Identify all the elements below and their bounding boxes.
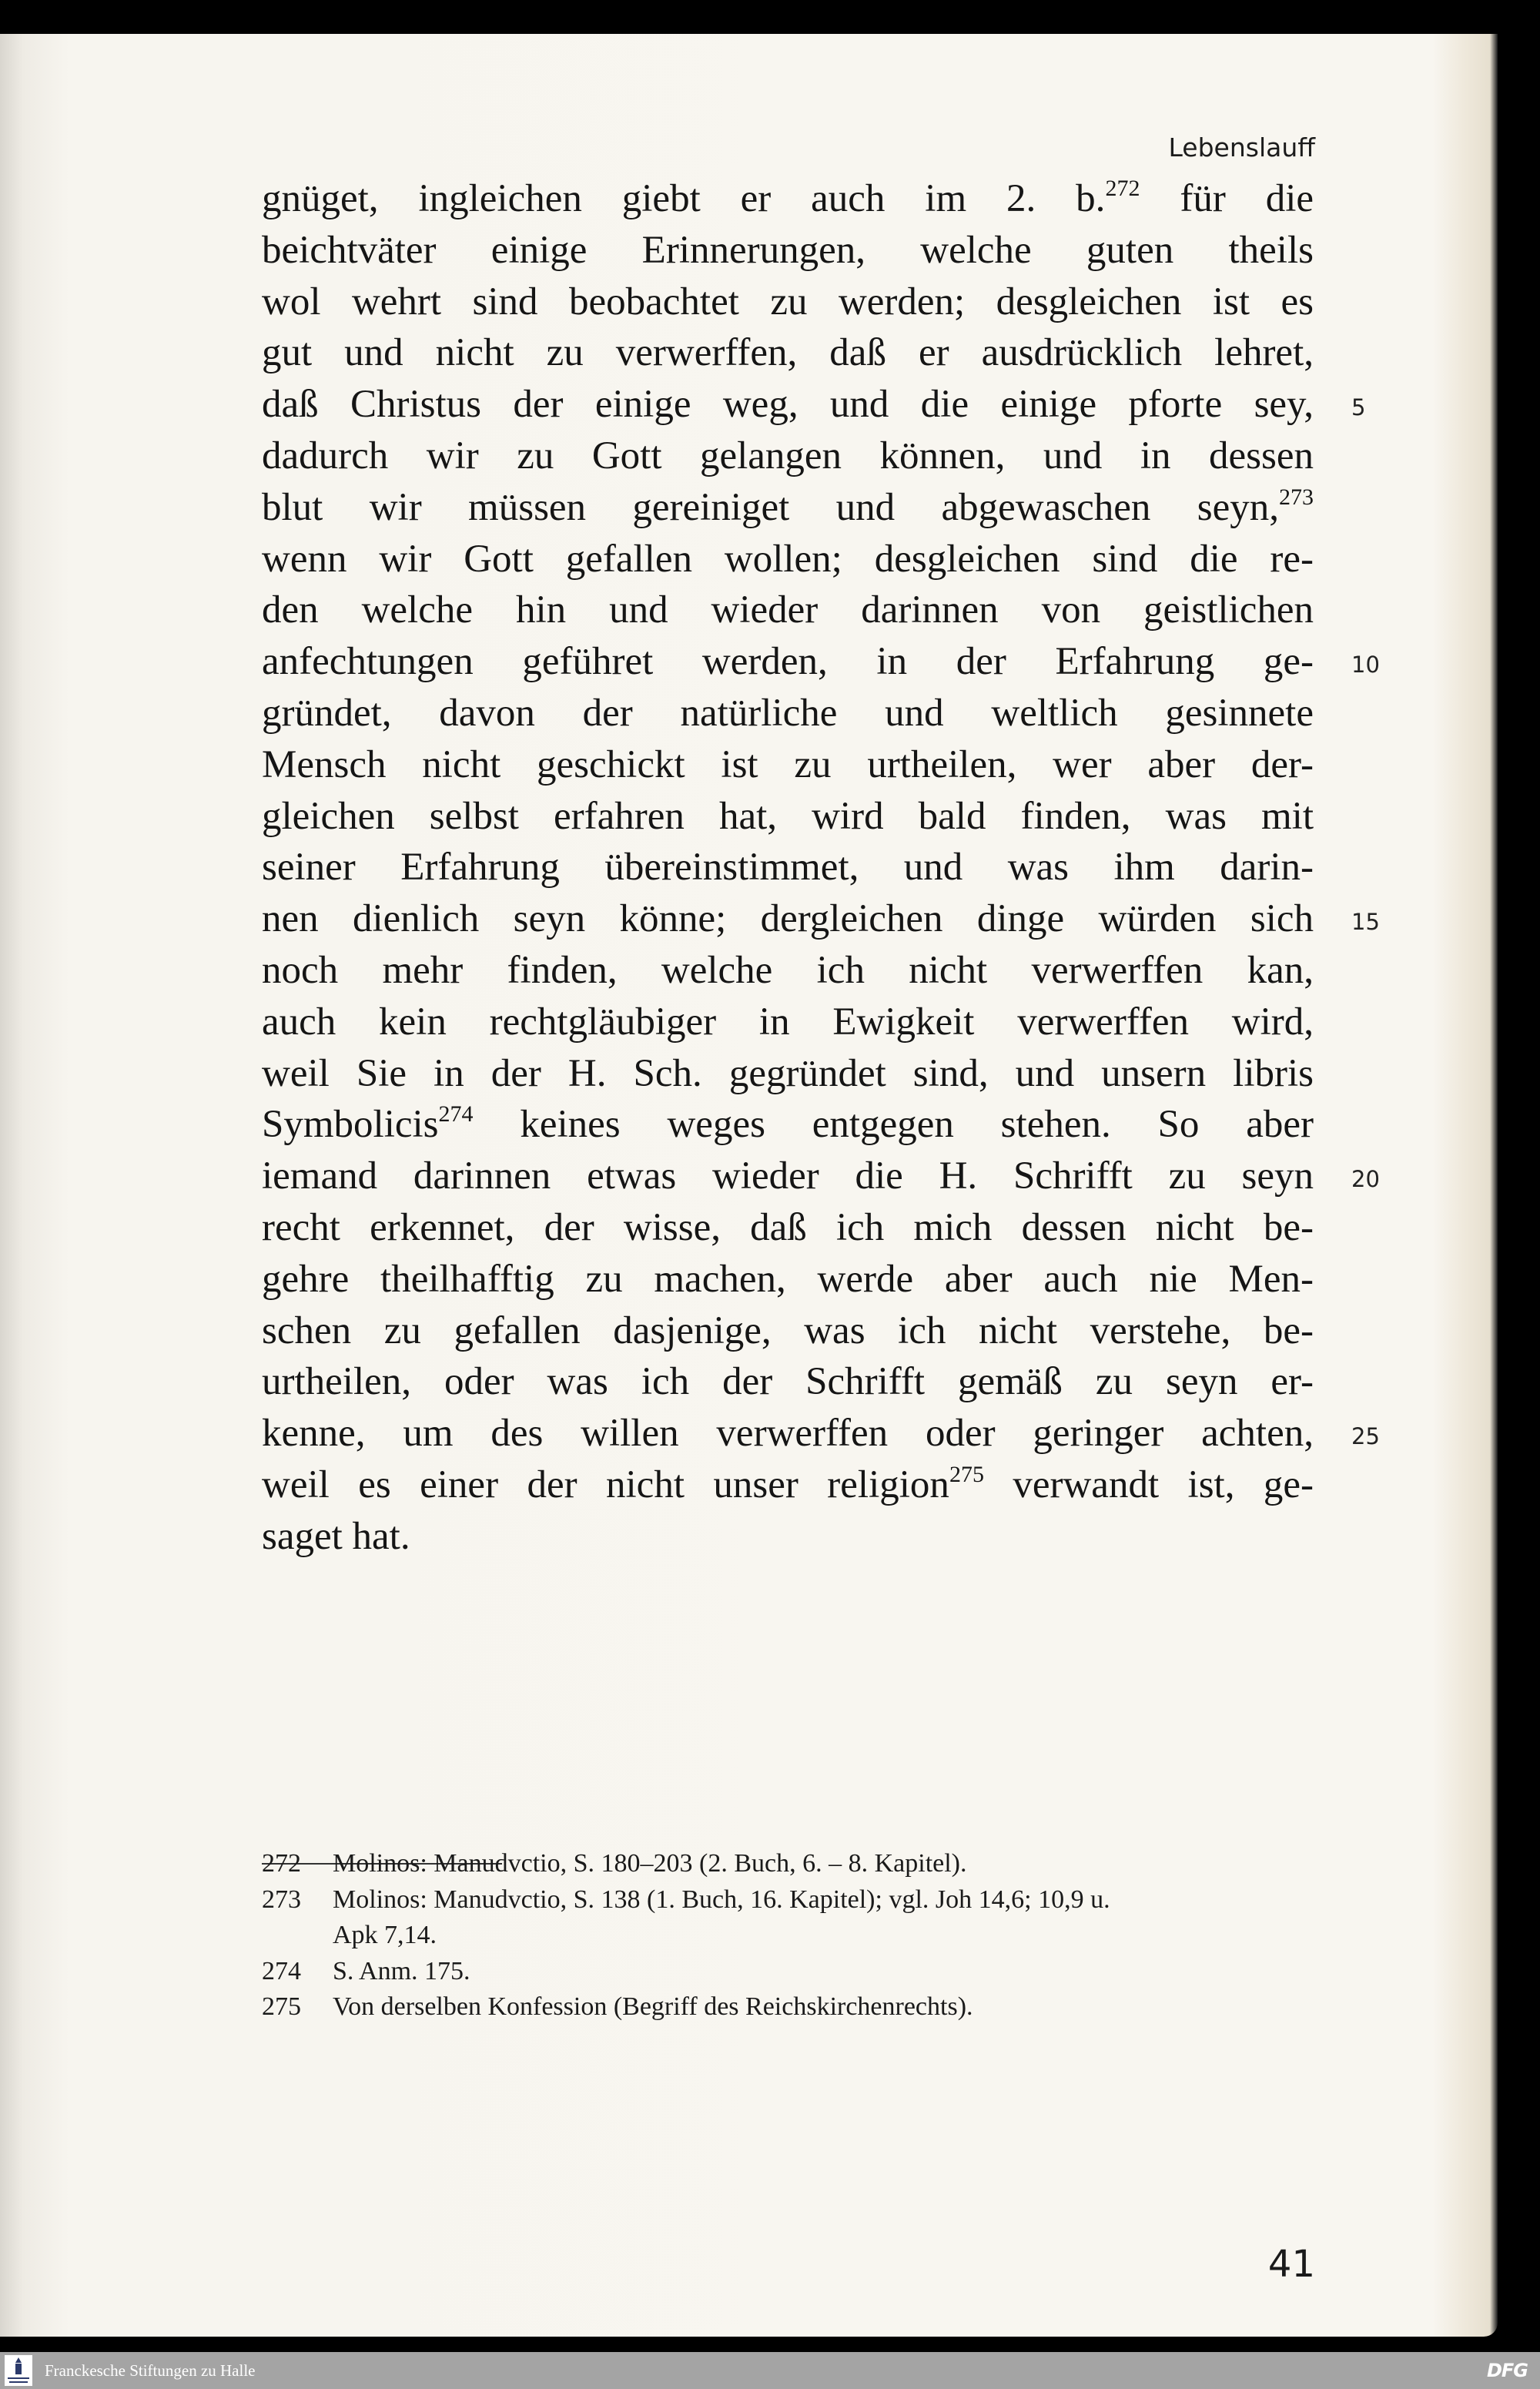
footnote-text: Apk 7,14. bbox=[333, 1921, 437, 1949]
running-header: Lebenslauff bbox=[1168, 132, 1315, 163]
footnote-text: Molinos: Manudvctio, S. 138 (1. Buch, 16. Kapitel); vgl. Joh 14,6; 10,9 u. bbox=[333, 1885, 1110, 1914]
text-segment: wenn wir Gott gefallen wollen; desgleichen sind die re- bbox=[262, 537, 1314, 581]
text-line bbox=[262, 330, 1314, 376]
text-segment: urtheilen, oder was ich der Schrifft gemäß zu seyn er- bbox=[262, 1360, 1314, 1404]
text-line bbox=[262, 381, 1314, 427]
text-segment: blut wir müssen gereiniget und abgewaschen seyn, bbox=[262, 485, 1279, 529]
text-line bbox=[262, 742, 1314, 788]
text-segment: anfechtungen geführet werden, in der Erfahrung ge- bbox=[262, 640, 1314, 684]
text-line bbox=[262, 227, 1314, 273]
text-line bbox=[262, 484, 1314, 536]
viewer-footer-bar bbox=[0, 2352, 1540, 2389]
footnote-text: S. Anm. 175. bbox=[333, 1956, 470, 1985]
text-segment: keines weges entgegen stehen. So aber bbox=[473, 1103, 1314, 1147]
text-line bbox=[262, 638, 1314, 685]
footnote bbox=[262, 1955, 470, 1989]
text-segment: iemand darinnen etwas wieder die H. Schrifft zu seyn bbox=[262, 1154, 1314, 1198]
text-segment: verwandt ist, ge- bbox=[983, 1463, 1314, 1506]
text-line bbox=[262, 1101, 1314, 1153]
footnote bbox=[262, 1990, 973, 2024]
institution-name[interactable]: Franckesche Stiftungen zu Halle bbox=[45, 2361, 256, 2380]
text-line bbox=[262, 433, 1314, 479]
text-line bbox=[262, 999, 1314, 1045]
footnote-reference[interactable]: 272 bbox=[1105, 176, 1140, 201]
text-line bbox=[262, 896, 1314, 942]
text-line bbox=[262, 1153, 1314, 1199]
text-segment: noch mehr finden, welche ich nicht verwerffen kan, bbox=[262, 949, 1314, 992]
line-number: 20 bbox=[1351, 1166, 1380, 1193]
text-line bbox=[262, 1256, 1314, 1302]
text-line bbox=[262, 1462, 1314, 1513]
book-page bbox=[0, 34, 1498, 2337]
text-segment: gründet, davon der natürliche und weltlich gesinnete bbox=[262, 692, 1314, 735]
text-segment: dadurch wir zu Gott gelangen können, und in dessen bbox=[262, 434, 1314, 477]
footnote-number: 275 bbox=[262, 1992, 301, 2021]
text-line bbox=[262, 1513, 1314, 1560]
text-segment: daß Christus der einige weg, und die einige pforte sey, bbox=[262, 383, 1314, 427]
text-segment: Symbolicis bbox=[262, 1103, 439, 1147]
text-segment: den welche hin und wieder darinnen von geistlichen bbox=[262, 588, 1314, 632]
dfg-logo: DFG bbox=[1486, 2360, 1528, 2381]
text-line bbox=[262, 279, 1314, 325]
footnote bbox=[262, 1883, 1110, 1917]
text-segment: nen dienlich seyn könne; dergleichen dinge würden sich bbox=[262, 897, 1314, 941]
text-segment: kenne, um des willen verwerffen oder geringer achten, bbox=[262, 1412, 1314, 1456]
text-line bbox=[262, 844, 1314, 890]
footnote bbox=[333, 1918, 437, 1952]
text-segment: Mensch nicht geschickt ist zu urtheilen, wer aber der- bbox=[262, 742, 1314, 786]
text-line bbox=[262, 176, 1314, 227]
text-line bbox=[262, 1205, 1314, 1251]
text-segment: saget hat. bbox=[262, 1514, 410, 1558]
text-segment: gehre theilhafftig zu machen, werde aber auch nie Men- bbox=[262, 1257, 1314, 1301]
text-line bbox=[262, 1359, 1314, 1405]
text-line bbox=[262, 587, 1314, 633]
line-number: 15 bbox=[1351, 909, 1380, 936]
footnote-reference[interactable]: 273 bbox=[1279, 484, 1314, 510]
footnote bbox=[262, 1847, 967, 1881]
text-segment: gleichen selbst erfahren hat, wird bald finden, was mit bbox=[262, 794, 1314, 838]
text-segment: weil Sie in der H. Sch. gegründet sind, und unsern libris bbox=[262, 1051, 1314, 1095]
footnote-number: 273 bbox=[262, 1885, 301, 1914]
footnote-text: Von derselben Konfession (Begriff des Reichskirchenrechts). bbox=[333, 1992, 973, 2021]
page-number: 41 bbox=[1267, 2243, 1315, 2286]
text-segment: auch kein rechtgläubiger in Ewigkeit verwerffen wird, bbox=[262, 1000, 1314, 1044]
text-segment: für die bbox=[1140, 177, 1314, 220]
footnote-number: 274 bbox=[262, 1956, 301, 1985]
text-line bbox=[262, 1050, 1314, 1097]
text-line bbox=[262, 1308, 1314, 1354]
text-line bbox=[262, 690, 1314, 736]
footnote-number: 272 bbox=[262, 1849, 301, 1878]
text-segment: gnüget, ingleichen giebt er auch im 2. b. bbox=[262, 177, 1106, 220]
institution-logo-icon bbox=[5, 2355, 32, 2386]
text-segment: beichtväter einige Erinnerungen, welche guten theils bbox=[262, 228, 1314, 272]
text-segment: wol wehrt sind beobachtet zu werden; desgleichen ist es bbox=[262, 280, 1314, 323]
text-segment: weil es einer der nicht unser religion bbox=[262, 1463, 949, 1506]
text-line bbox=[262, 536, 1314, 582]
text-segment: gut und nicht zu verwerffen, daß er ausdrücklich lehret, bbox=[262, 331, 1314, 375]
text-segment: seiner Erfahrung übereinstimmet, und was ihm darin- bbox=[262, 846, 1314, 890]
footnote-reference[interactable]: 274 bbox=[438, 1101, 474, 1127]
footnote-reference[interactable]: 275 bbox=[949, 1462, 984, 1487]
text-segment: recht erkennet, der wisse, daß ich mich dessen nicht be- bbox=[262, 1206, 1314, 1249]
line-number: 10 bbox=[1351, 652, 1380, 679]
text-line bbox=[262, 947, 1314, 993]
line-number: 5 bbox=[1351, 394, 1366, 421]
line-number: 25 bbox=[1351, 1423, 1380, 1450]
text-segment: schen zu gefallen dasjenige, was ich nicht verstehe, be- bbox=[262, 1308, 1314, 1352]
footnote-text: Molinos: Manudvctio, S. 180–203 (2. Buch, 6. – 8. Kapitel). bbox=[333, 1849, 967, 1878]
text-line bbox=[262, 1410, 1314, 1456]
text-line bbox=[262, 793, 1314, 839]
